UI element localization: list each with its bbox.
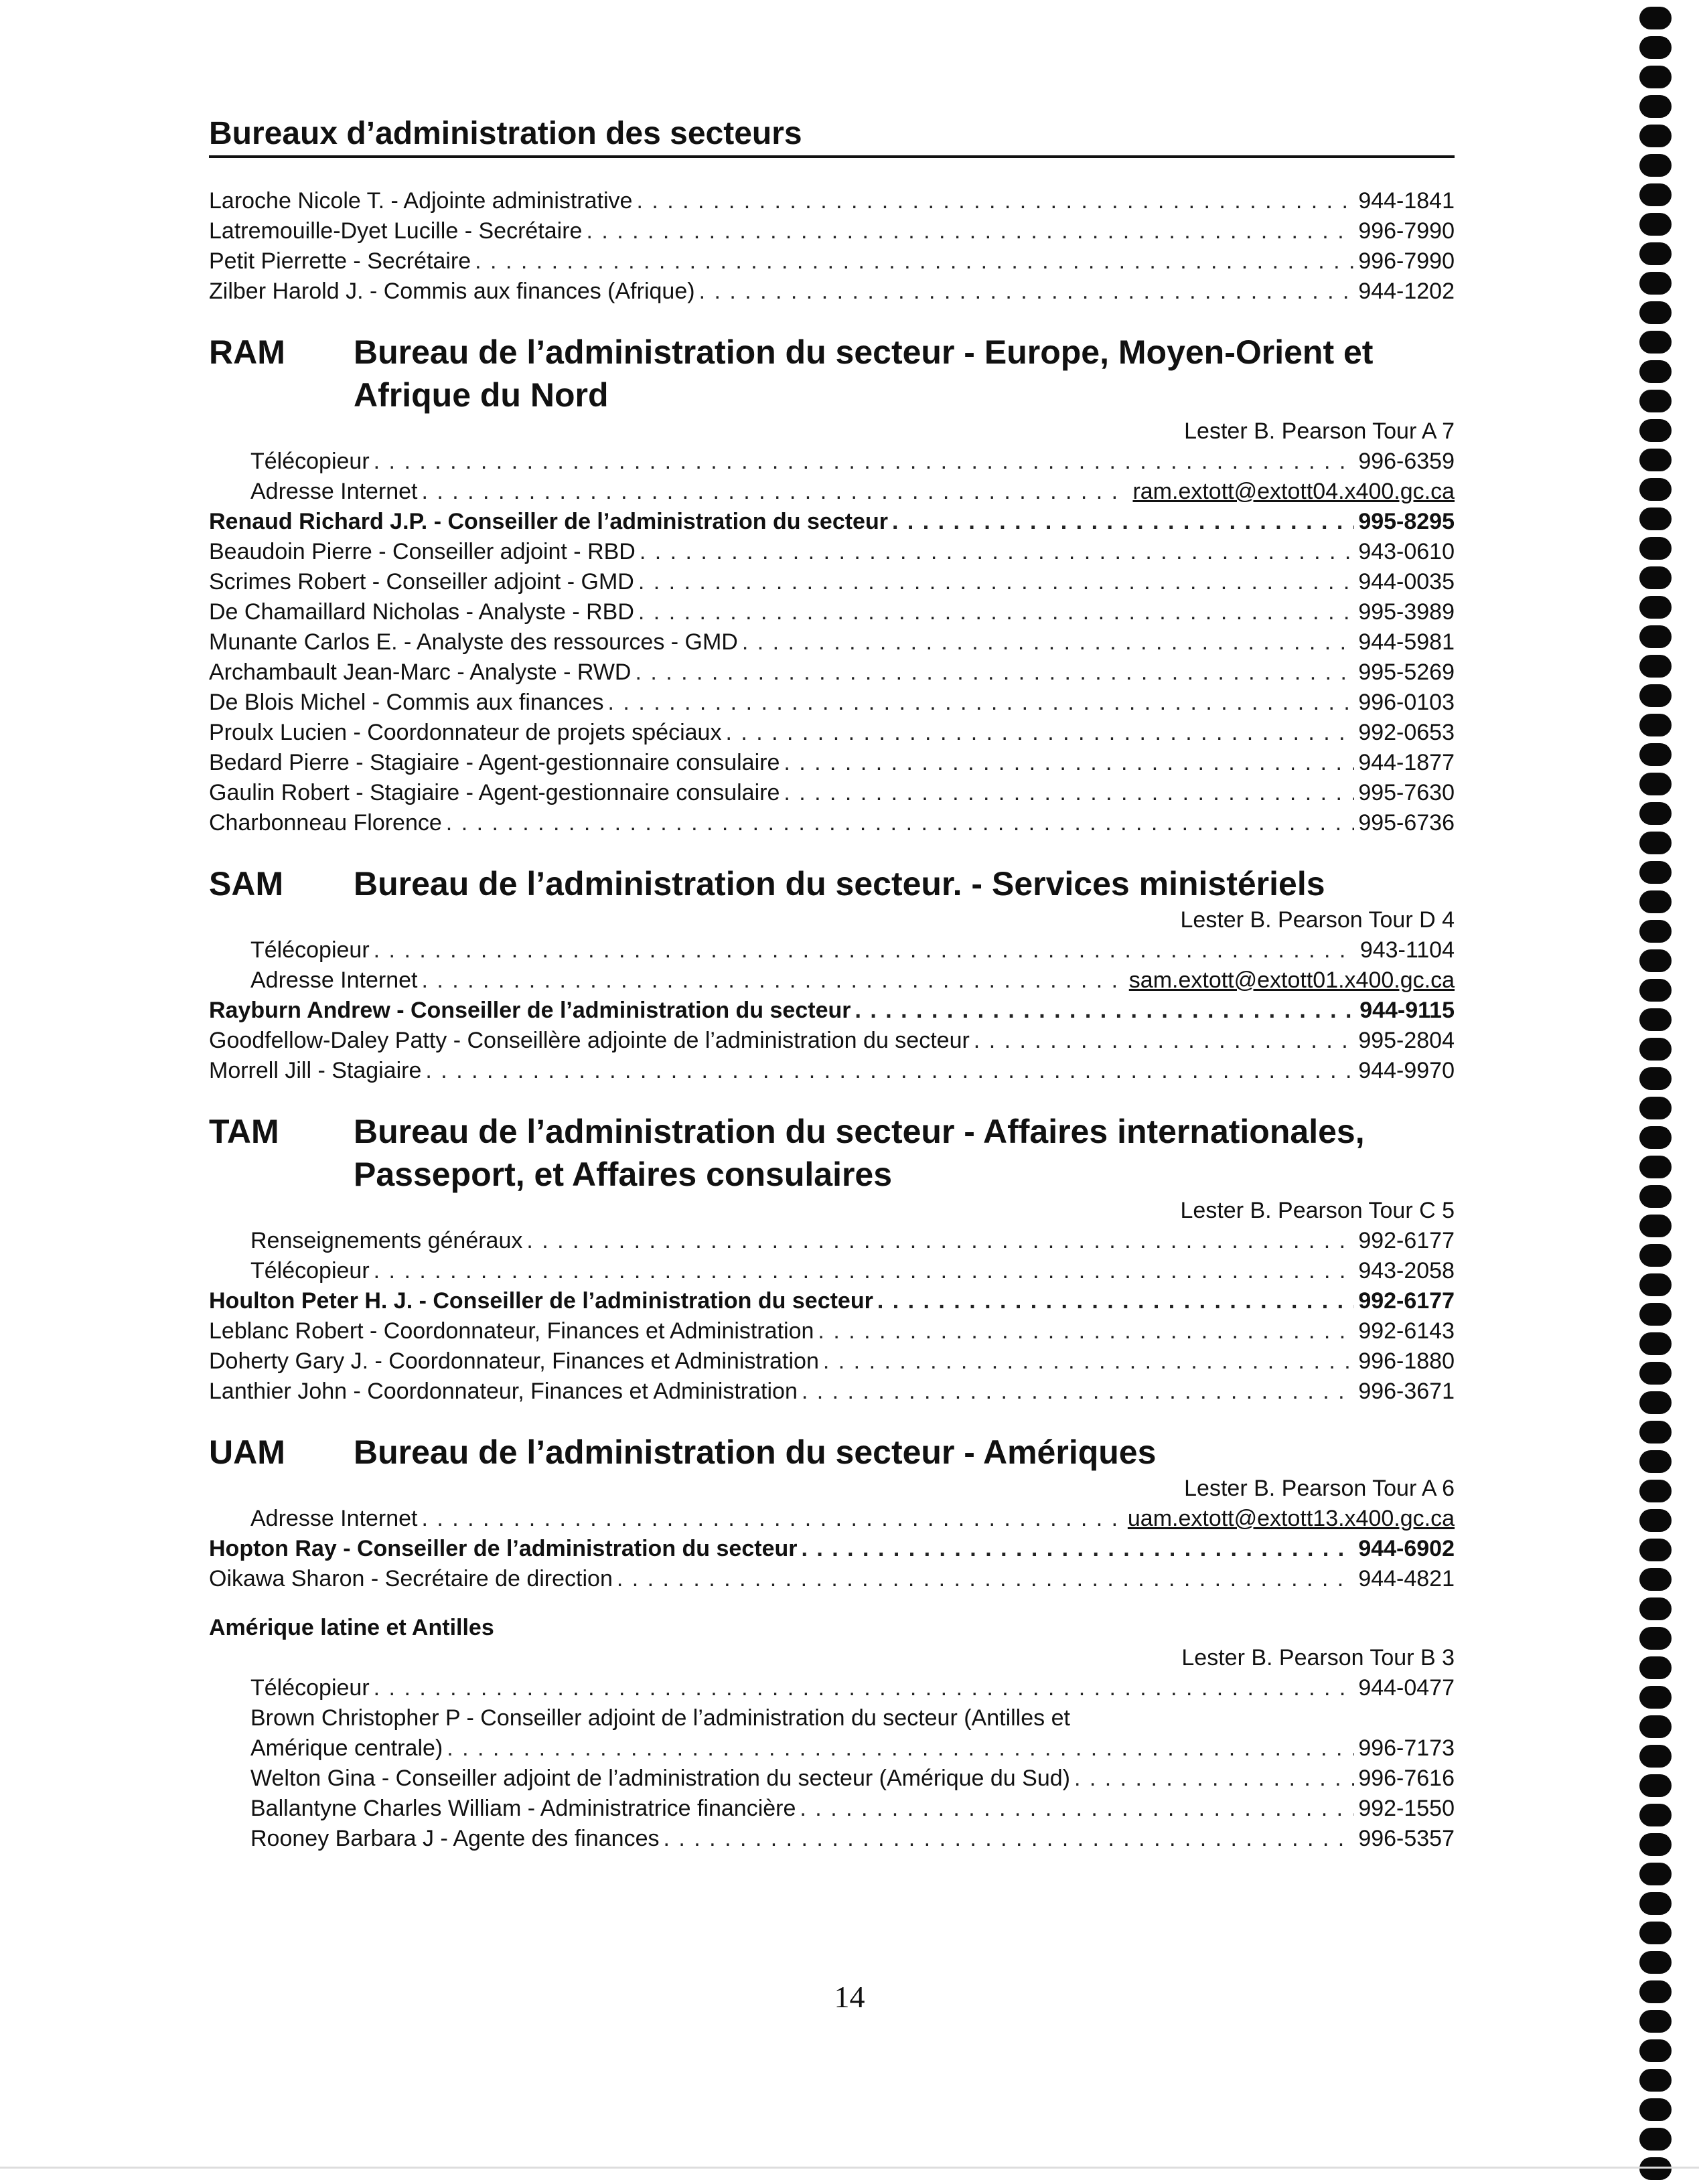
dot-leader bbox=[425, 1056, 1354, 1086]
dot-leader bbox=[800, 1794, 1354, 1824]
lead-entry bbox=[209, 1286, 1455, 1316]
directory-entry bbox=[209, 246, 1455, 277]
entry-phone: 995-6736 bbox=[1358, 810, 1455, 836]
entry-phone: 943-0610 bbox=[1358, 539, 1455, 564]
page-header: Bureaux d’administration des secteurs bbox=[209, 114, 1455, 158]
dot-leader bbox=[725, 718, 1354, 748]
section-location: Lester B. Pearson Tour D 4 bbox=[1180, 907, 1455, 933]
entry-phone: 944-1877 bbox=[1358, 750, 1455, 775]
entry-phone: 992-1550 bbox=[1358, 1796, 1455, 1821]
dot-leader bbox=[374, 1673, 1355, 1703]
internet-label: Adresse Internet bbox=[250, 479, 418, 504]
binding-hole bbox=[1639, 596, 1672, 619]
binding-hole bbox=[1639, 419, 1672, 442]
section-location: Lester B. Pearson Tour A 7 bbox=[1184, 418, 1455, 444]
section-title: Bureau de l’administration du secteur. - Services ministériels bbox=[354, 865, 1325, 903]
binding-hole bbox=[1639, 66, 1672, 88]
binding-hole bbox=[1639, 566, 1672, 589]
binding-hole bbox=[1639, 2069, 1672, 2092]
section-heading bbox=[209, 331, 1455, 416]
entry-phone: 996-7616 bbox=[1358, 1766, 1455, 1791]
binding-hole bbox=[1639, 1509, 1672, 1532]
binding-hole bbox=[1639, 1067, 1672, 1090]
entry-phone: 995-5269 bbox=[1358, 659, 1455, 685]
binding-hole bbox=[1639, 36, 1672, 59]
dot-leader bbox=[421, 1504, 1123, 1534]
entry-phone: 992-6143 bbox=[1358, 1318, 1455, 1344]
internet-entry bbox=[209, 477, 1455, 507]
entry-name: Goodfellow-Daley Patty - Conseillère adjointe de l’administration du secteur bbox=[209, 1028, 970, 1053]
directory-entry bbox=[209, 1346, 1455, 1377]
entry-name: Rayburn Andrew - Conseiller de l’administration du secteur bbox=[209, 998, 851, 1023]
entry-phone: 996-3671 bbox=[1358, 1379, 1455, 1404]
entry-phone: 996-7990 bbox=[1358, 248, 1455, 274]
binding-hole bbox=[1639, 1126, 1672, 1149]
entry-name: Oikawa Sharon - Secrétaire de direction bbox=[209, 1566, 613, 1591]
section-heading bbox=[209, 1431, 1455, 1474]
entry-name: Beaudoin Pierre - Conseiller adjoint - RBD bbox=[209, 539, 636, 564]
binding-hole bbox=[1639, 979, 1672, 1002]
dot-leader bbox=[802, 1377, 1354, 1407]
directory-entry bbox=[209, 1377, 1455, 1407]
binding-hole bbox=[1639, 1980, 1672, 2003]
section-title: Bureau de l’administration du secteur - Affaires internationales, Passeport, et Affaires consulaires bbox=[354, 1113, 1365, 1193]
directory-entry bbox=[209, 1824, 1455, 1854]
dot-leader bbox=[374, 447, 1355, 477]
binding-hole bbox=[1639, 449, 1672, 471]
binding-hole bbox=[1639, 1833, 1672, 1856]
entry-phone: 995-8295 bbox=[1358, 509, 1455, 534]
dot-leader bbox=[818, 1316, 1354, 1346]
binding-hole bbox=[1639, 242, 1672, 265]
entry-name: Renaud Richard J.P. - Conseiller de l’administration du secteur bbox=[209, 509, 888, 534]
directory-entry bbox=[209, 1764, 1455, 1794]
binding-hole bbox=[1639, 390, 1672, 412]
binding-hole bbox=[1639, 890, 1672, 913]
binding-hole bbox=[1639, 537, 1672, 560]
dot-leader bbox=[446, 808, 1355, 838]
binding-hole bbox=[1639, 95, 1672, 118]
entry-phone: 944-1202 bbox=[1358, 279, 1455, 304]
dot-leader bbox=[823, 1346, 1354, 1377]
entry-name: Leblanc Robert - Coordonnateur, Finances et Administration bbox=[209, 1318, 814, 1344]
binding-hole bbox=[1639, 272, 1672, 295]
internet-label: Adresse Internet bbox=[250, 967, 418, 993]
dot-leader bbox=[526, 1226, 1354, 1256]
dot-leader bbox=[877, 1286, 1354, 1316]
entry-phone: 995-2804 bbox=[1358, 1028, 1455, 1053]
binding-hole bbox=[1639, 684, 1672, 707]
entry-phone: 995-7630 bbox=[1358, 780, 1455, 805]
entry-name: De Blois Michel - Commis aux finances bbox=[209, 690, 604, 715]
dot-leader bbox=[374, 1256, 1355, 1286]
section-heading bbox=[209, 862, 1455, 905]
info-number: 992-6177 bbox=[1358, 1228, 1455, 1253]
binding-hole bbox=[1639, 1774, 1672, 1797]
entry-phone: 996-1880 bbox=[1358, 1348, 1455, 1374]
binding-hole bbox=[1639, 125, 1672, 147]
dot-leader bbox=[801, 1534, 1354, 1564]
binding-hole bbox=[1639, 1804, 1672, 1826]
binding-hole bbox=[1639, 7, 1672, 29]
directory-entry bbox=[209, 567, 1455, 597]
binding-hole bbox=[1639, 2039, 1672, 2062]
dot-leader bbox=[421, 477, 1128, 507]
binding-hole bbox=[1639, 213, 1672, 236]
info-entry bbox=[209, 1226, 1455, 1256]
directory-entry bbox=[209, 277, 1455, 307]
directory-entry bbox=[209, 597, 1455, 627]
fax-label: Télécopieur bbox=[250, 937, 370, 963]
fax-label: Télécopieur bbox=[250, 1675, 370, 1701]
directory-entry bbox=[209, 1026, 1455, 1056]
page-number: 14 bbox=[834, 1980, 865, 2014]
directory-entry bbox=[209, 1056, 1455, 1086]
entry-name: De Chamaillard Nicholas - Analyste - RBD bbox=[209, 599, 634, 625]
scan-edge-line bbox=[0, 2167, 1699, 2169]
binding-hole bbox=[1639, 1421, 1672, 1444]
directory-entry bbox=[209, 1316, 1455, 1346]
subsection-title: Amérique latine et Antilles bbox=[209, 1615, 494, 1640]
binding-hole bbox=[1639, 1539, 1672, 1561]
dot-leader bbox=[1074, 1764, 1354, 1794]
fax-label: Télécopieur bbox=[250, 449, 370, 474]
binding-hole bbox=[1639, 2157, 1672, 2180]
directory-entry bbox=[209, 216, 1455, 246]
fax-entry bbox=[209, 447, 1455, 477]
section-location: Lester B. Pearson Tour C 5 bbox=[1180, 1198, 1455, 1223]
entry-name: Lanthier John - Coordonnateur, Finances et Administration bbox=[209, 1379, 798, 1404]
binding-hole bbox=[1639, 1273, 1672, 1296]
directory-entry bbox=[209, 688, 1455, 718]
dot-leader bbox=[636, 186, 1354, 216]
directory-entry bbox=[209, 1564, 1455, 1594]
dot-leader bbox=[664, 1824, 1355, 1854]
binding-hole bbox=[1639, 1892, 1672, 1915]
entry-phone: 944-9970 bbox=[1358, 1058, 1455, 1083]
binding-hole bbox=[1639, 949, 1672, 972]
binding-hole bbox=[1639, 1480, 1672, 1502]
directory-entry bbox=[209, 778, 1455, 808]
binding-hole bbox=[1639, 1097, 1672, 1119]
binding-hole bbox=[1639, 1951, 1672, 1974]
binding-hole bbox=[1639, 1450, 1672, 1473]
section-code: TAM bbox=[209, 1113, 279, 1150]
binding-hole bbox=[1639, 1008, 1672, 1031]
binding-holes bbox=[1639, 0, 1680, 2184]
entry-name: Welton Gina - Conseiller adjoint de l’administration du secteur (Amérique du Sud) bbox=[250, 1766, 1070, 1791]
section-tam bbox=[209, 1110, 1455, 1407]
section-code: SAM bbox=[209, 865, 284, 903]
binding-hole bbox=[1639, 1715, 1672, 1738]
entry-name: Ballantyne Charles William - Administratrice financière bbox=[250, 1796, 796, 1821]
entry-phone: 944-4821 bbox=[1358, 1566, 1455, 1591]
binding-hole bbox=[1639, 861, 1672, 884]
email-link[interactable]: uam.extott@extott13.x400.gc.ca bbox=[1127, 1506, 1455, 1531]
entry-phone: 944-5981 bbox=[1358, 629, 1455, 655]
directory-entry bbox=[209, 748, 1455, 778]
binding-hole bbox=[1639, 1332, 1672, 1355]
entry-phone: 944-0035 bbox=[1358, 569, 1455, 595]
binding-hole bbox=[1639, 331, 1672, 354]
entry-name: Archambault Jean-Marc - Analyste - RWD bbox=[209, 659, 632, 685]
fax-number: 943-1104 bbox=[1359, 937, 1455, 963]
entry-name: Gaulin Robert - Stagiaire - Agent-gestionnaire consulaire bbox=[209, 780, 780, 805]
binding-hole bbox=[1639, 2128, 1672, 2151]
binding-hole bbox=[1639, 714, 1672, 736]
entry-name: Zilber Harold J. - Commis aux finances (Afrique) bbox=[209, 279, 695, 304]
section-location: Lester B. Pearson Tour A 6 bbox=[1184, 1476, 1455, 1501]
directory-entry bbox=[209, 1733, 1455, 1764]
email-link[interactable]: ram.extott@extott04.x400.gc.ca bbox=[1132, 479, 1455, 504]
section-code: RAM bbox=[209, 333, 285, 371]
lead-entry bbox=[209, 996, 1455, 1026]
dot-leader bbox=[784, 748, 1354, 778]
binding-hole bbox=[1639, 655, 1672, 678]
binding-hole bbox=[1639, 625, 1672, 648]
entry-name: Hopton Ray - Conseiller de l’administration du secteur bbox=[209, 1536, 798, 1561]
info-label: Renseignements généraux bbox=[250, 1228, 523, 1253]
dot-leader bbox=[640, 537, 1354, 567]
entry-phone: 995-3989 bbox=[1358, 599, 1455, 625]
dot-leader bbox=[784, 778, 1354, 808]
binding-hole bbox=[1639, 743, 1672, 766]
entry-name: Proulx Lucien - Coordonnateur de projets spéciaux bbox=[209, 720, 722, 745]
directory-entry bbox=[209, 627, 1455, 657]
section-ram bbox=[209, 331, 1455, 838]
binding-hole bbox=[1639, 1185, 1672, 1208]
entry-name: Petit Pierrette - Secrétaire bbox=[209, 248, 471, 274]
entry-name-continued: Amérique centrale) bbox=[250, 1735, 443, 1761]
binding-hole bbox=[1639, 1391, 1672, 1414]
entry-name: Latremouille-Dyet Lucille - Secrétaire bbox=[209, 218, 583, 244]
binding-hole bbox=[1639, 478, 1672, 501]
dot-leader bbox=[586, 216, 1354, 246]
dot-leader bbox=[617, 1564, 1354, 1594]
binding-hole bbox=[1639, 1686, 1672, 1709]
entry-name: Rooney Barbara J - Agente des finances bbox=[250, 1826, 660, 1851]
entry-phone: 992-0653 bbox=[1358, 720, 1455, 745]
binding-hole bbox=[1639, 802, 1672, 825]
section-code: UAM bbox=[209, 1433, 285, 1471]
internet-entry bbox=[209, 1504, 1455, 1534]
binding-hole bbox=[1639, 832, 1672, 854]
binding-hole bbox=[1639, 1568, 1672, 1591]
entry-phone: 944-1841 bbox=[1358, 188, 1455, 214]
binding-hole bbox=[1639, 1863, 1672, 1885]
entry-name: Bedard Pierre - Stagiaire - Agent-gestionnaire consulaire bbox=[209, 750, 780, 775]
directory-entry bbox=[209, 537, 1455, 567]
entry-name: Charbonneau Florence bbox=[209, 810, 442, 836]
binding-hole bbox=[1639, 154, 1672, 177]
entry-name-line: Brown Christopher P - Conseiller adjoint de l’administration du secteur (Antilles et bbox=[250, 1705, 1070, 1731]
fax-number: 943-2058 bbox=[1358, 1258, 1455, 1283]
entry-name: Houlton Peter H. J. - Conseiller de l’administration du secteur bbox=[209, 1288, 873, 1314]
lead-entry bbox=[209, 507, 1455, 537]
page-content bbox=[209, 114, 1455, 1854]
dot-leader bbox=[608, 688, 1355, 718]
binding-hole bbox=[1639, 1922, 1672, 1944]
dot-leader bbox=[374, 935, 1356, 965]
directory-entry bbox=[209, 657, 1455, 688]
dot-leader bbox=[974, 1026, 1355, 1056]
binding-hole bbox=[1639, 1156, 1672, 1178]
entry-phone: 996-5357 bbox=[1358, 1826, 1455, 1851]
binding-hole bbox=[1639, 1656, 1672, 1679]
fax-label: Télécopieur bbox=[250, 1258, 370, 1283]
binding-hole bbox=[1639, 2098, 1672, 2121]
binding-hole bbox=[1639, 1745, 1672, 1768]
email-link[interactable]: sam.extott@extott01.x400.gc.ca bbox=[1128, 967, 1455, 993]
dot-leader bbox=[742, 627, 1354, 657]
dot-leader bbox=[447, 1733, 1354, 1764]
binding-hole bbox=[1639, 773, 1672, 795]
entry-name: Munante Carlos E. - Analyste des ressources - GMD bbox=[209, 629, 738, 655]
binding-hole bbox=[1639, 1597, 1672, 1620]
entry-phone: 996-0103 bbox=[1358, 690, 1455, 715]
dot-leader bbox=[635, 657, 1354, 688]
fax-number: 944-0477 bbox=[1358, 1675, 1455, 1701]
fax-entry bbox=[209, 1256, 1455, 1286]
binding-hole bbox=[1639, 1244, 1672, 1267]
dot-leader bbox=[638, 567, 1354, 597]
internet-entry bbox=[209, 965, 1455, 996]
binding-hole bbox=[1639, 508, 1672, 530]
top-entries bbox=[209, 186, 1455, 307]
binding-hole bbox=[1639, 301, 1672, 324]
entry-phone: 996-7990 bbox=[1358, 218, 1455, 244]
entry-phone: 944-9115 bbox=[1359, 998, 1455, 1023]
section-uam bbox=[209, 1431, 1455, 1854]
dot-leader bbox=[421, 965, 1124, 996]
entry-name: Scrimes Robert - Conseiller adjoint - GMD bbox=[209, 569, 634, 595]
fax-entry bbox=[209, 935, 1455, 965]
dot-leader bbox=[638, 597, 1354, 627]
entry-phone: 992-6177 bbox=[1358, 1288, 1455, 1314]
dot-leader bbox=[475, 246, 1354, 277]
dot-leader bbox=[699, 277, 1355, 307]
binding-hole bbox=[1639, 2010, 1672, 2033]
entry-name: Doherty Gary J. - Coordonnateur, Finances et Administration bbox=[209, 1348, 819, 1374]
directory-entry bbox=[209, 186, 1455, 216]
entry-name: Laroche Nicole T. - Adjointe administrative bbox=[209, 188, 633, 214]
binding-hole bbox=[1639, 1362, 1672, 1385]
fax-entry bbox=[209, 1673, 1455, 1703]
binding-hole bbox=[1639, 920, 1672, 943]
binding-hole bbox=[1639, 1038, 1672, 1061]
internet-label: Adresse Internet bbox=[250, 1506, 418, 1531]
subsection-location: Lester B. Pearson Tour B 3 bbox=[1181, 1645, 1455, 1670]
section-sam bbox=[209, 862, 1455, 1086]
binding-hole bbox=[1639, 183, 1672, 206]
section-title: Bureau de l’administration du secteur - Amériques bbox=[354, 1433, 1157, 1471]
binding-hole bbox=[1639, 360, 1672, 383]
section-heading bbox=[209, 1110, 1455, 1196]
entry-name: Morrell Jill - Stagiaire bbox=[209, 1058, 422, 1083]
binding-hole bbox=[1639, 1215, 1672, 1237]
fax-number: 996-6359 bbox=[1358, 449, 1455, 474]
directory-entry bbox=[209, 808, 1455, 838]
directory-entry bbox=[209, 718, 1455, 748]
entry-phone: 944-6902 bbox=[1358, 1536, 1455, 1561]
entry-phone: 996-7173 bbox=[1358, 1735, 1455, 1761]
binding-hole bbox=[1639, 1303, 1672, 1326]
binding-hole bbox=[1639, 1627, 1672, 1650]
directory-entry bbox=[209, 1794, 1455, 1824]
lead-entry bbox=[209, 1534, 1455, 1564]
dot-leader bbox=[892, 507, 1354, 537]
dot-leader bbox=[855, 996, 1355, 1026]
section-title: Bureau de l’administration du secteur - Europe, Moyen-Orient et Afrique du Nord bbox=[354, 333, 1374, 414]
